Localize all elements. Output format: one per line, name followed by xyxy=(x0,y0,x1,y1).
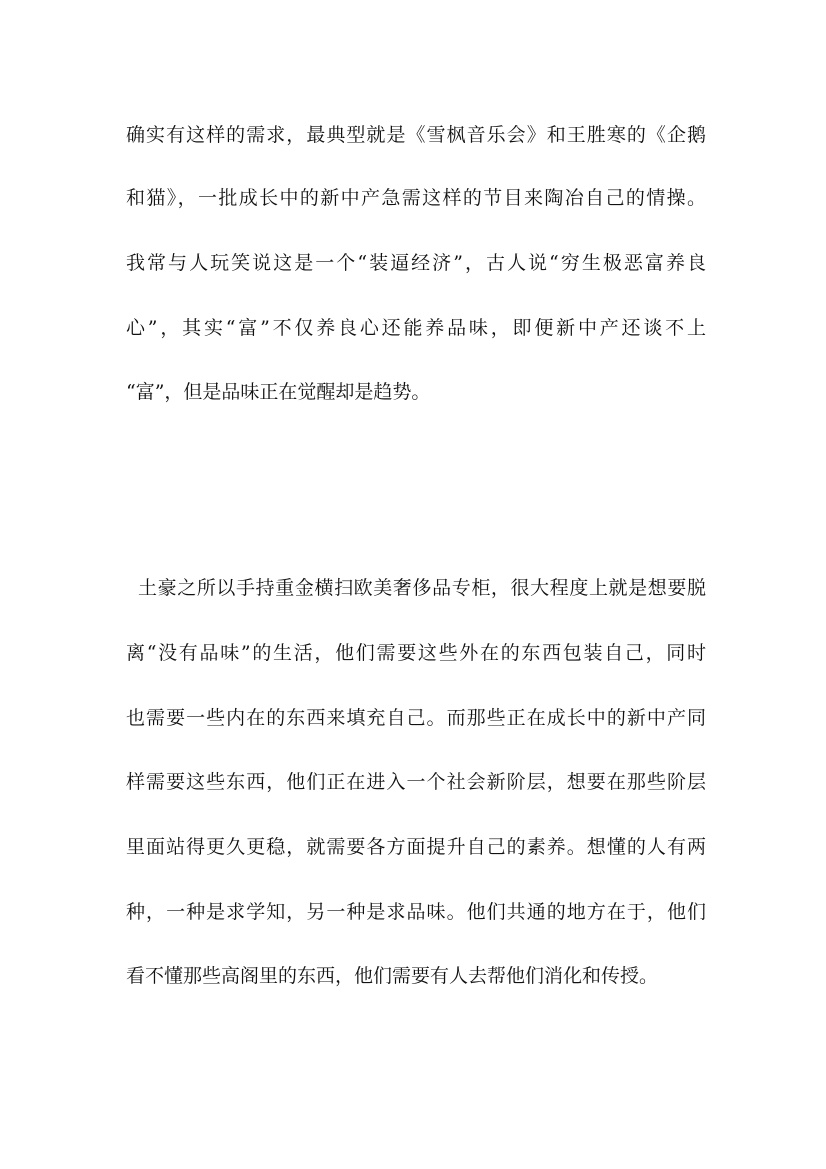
paragraph-line: 种，一种是求学知，另一种是求品味。他们共通的地方在于，他们 xyxy=(126,901,706,923)
paragraph-line: 和猫》，一批成长中的新中产急需这样的节目来陶冶自己的情操。 xyxy=(126,187,706,209)
paragraph-line: “富”，但是品味正在觉醒却是趋势。 xyxy=(126,381,431,403)
paragraph-line: 里面站得更久更稳，就需要各方面提升自己的素养。想懂的人有两 xyxy=(126,836,706,858)
paragraph-line: 离“没有品味”的生活，他们需要这些外在的东西包装自己，同时 xyxy=(126,642,706,664)
paragraph-line: 土豪之所以手持重金横扫欧美奢侈品专柜，很大程度上就是想要脱 xyxy=(138,577,706,599)
paragraph-line: 也需要一些内在的东西来填充自己。而那些正在成长中的新中产同 xyxy=(126,707,706,729)
paragraph-line: 确实有这样的需求，最典型就是《雪枫音乐会》和王胜寒的《企鹅 xyxy=(126,124,706,146)
paragraph-line: 样需要这些东西，他们正在进入一个社会新阶层，想要在那些阶层 xyxy=(126,771,706,793)
paragraph-line: 看不懂那些高阁里的东西，他们需要有人去帮他们消化和传授。 xyxy=(126,965,659,987)
paragraph-line: 心”，其实“富”不仅养良心还能养品味，即便新中产还谈不上 xyxy=(126,317,706,339)
paragraph-line: 我常与人玩笑说这是一个“装逼经济”，古人说“穷生极恶富养良 xyxy=(126,252,706,274)
